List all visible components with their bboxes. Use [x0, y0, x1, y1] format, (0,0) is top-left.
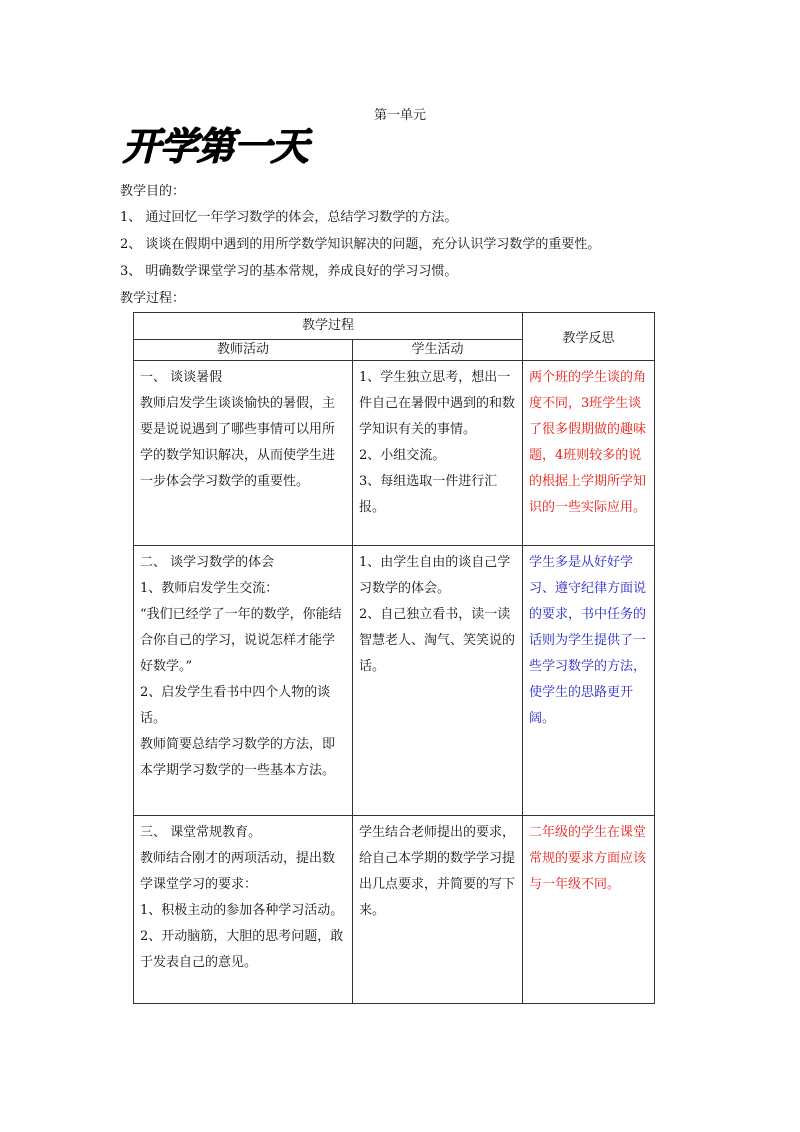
table-row — [134, 546, 655, 816]
teacher-activity-line: 2、开动脑筋，大胆的思考问题，敢于发表自己的意见。 — [140, 929, 344, 970]
teacher-activity-cell — [134, 546, 353, 816]
student-activity-line: 1、由学生自由的谈自己学习数学的体会。 — [359, 555, 511, 596]
process-heading: 教学过程： — [120, 291, 186, 306]
teacher-activity-line: 教师简要总结学习数学的方法，即本学期学习数学的一些基本方法。 — [140, 737, 336, 778]
table-header-row — [134, 313, 655, 340]
lesson-title: 开学第一天 — [120, 124, 316, 168]
reflection-text: 学生多是从好好学习、遵守纪律方面说的要求，书中任务的话则为学生提供了一些学习数学的方法，使学生的思路更开阔。 — [529, 555, 647, 726]
header-reflection: 教学反思 — [523, 313, 655, 361]
header-process: 教学过程 — [134, 313, 523, 340]
teacher-activity-cell — [134, 361, 353, 546]
table-row — [134, 816, 655, 1004]
student-activity-line: 3、每组选取一件进行汇报。 — [359, 474, 498, 515]
student-activity-cell — [353, 361, 523, 546]
teacher-activity-line: 1、教师启发学生交流： — [140, 581, 279, 596]
reflection-text: 两个班的学生谈的角度不同，3班学生谈了很多假期做的趣味题，4班则较多的说的根据上学期所学知识的一些实际应用。 — [529, 370, 647, 515]
teacher-activity-line: 二、 谈学习数学的体会 — [140, 555, 275, 570]
objective-item-3: 3、 明确数学课堂学习的基本常规，养成良好的学习习惯。 — [120, 264, 458, 279]
teacher-activity-line: 教师启发学生谈谈愉快的暑假，主要是说说遇到了哪些事情可以用所学的数学知识解决，从而使学生进一步体会学习数学的重要性。 — [140, 396, 336, 489]
student-activity-line: 1、学生独立思考，想出一件自己在暑假中遇到的和数学知识有关的事情。 — [359, 370, 516, 437]
teacher-activity-line: 1、积极主动的参加各种学习活动。 — [140, 903, 344, 918]
student-activity-line: 2、自己独立看书，读一读智慧老人、淘气、笑笑说的话。 — [359, 607, 516, 674]
objectives-section — [120, 178, 680, 311]
objectives-heading: 教学目的： — [120, 184, 186, 199]
teacher-activity-line: 三、 课堂常规教育。 — [140, 825, 262, 840]
teacher-activity-line: “我们已经学了一年的数学，你能结合你自己的学习，说说怎样才能学好数学。” — [140, 607, 342, 674]
unit-label: 第一单元 — [373, 108, 426, 123]
teacher-activity-line: 一、 谈谈暑假 — [140, 370, 223, 385]
header-student: 学生活动 — [353, 340, 523, 361]
objective-item-1: 1、 通过回忆一年学习数学的体会，总结学习数学的方法。 — [120, 210, 458, 225]
student-activity-line: 学生结合老师提出的要求，给自己本学期的数学学习提出几点要求，并简要的写下来。 — [359, 825, 516, 918]
header-teacher: 教师活动 — [134, 340, 353, 361]
reflection-cell — [523, 816, 655, 1004]
student-activity-cell — [353, 816, 523, 1004]
reflection-cell — [523, 546, 655, 816]
teacher-activity-cell — [134, 816, 353, 1004]
teacher-activity-line: 教师结合刚才的两项活动，提出数学课堂学习的要求： — [140, 851, 336, 892]
table-row — [134, 361, 655, 546]
lesson-table — [133, 312, 655, 1004]
objective-item-2: 2、 谈谈在假期中遇到的用所学数学知识解决的问题，充分认识学习数学的重要性。 — [120, 237, 601, 252]
reflection-text: 二年级的学生在课堂常规的要求方面应该与一年级不同。 — [529, 825, 647, 892]
teacher-activity-line: 2、启发学生看书中四个人物的谈话。 — [140, 685, 331, 726]
reflection-cell — [523, 361, 655, 546]
student-activity-line: 2、小组交流。 — [359, 448, 446, 463]
student-activity-cell — [353, 546, 523, 816]
